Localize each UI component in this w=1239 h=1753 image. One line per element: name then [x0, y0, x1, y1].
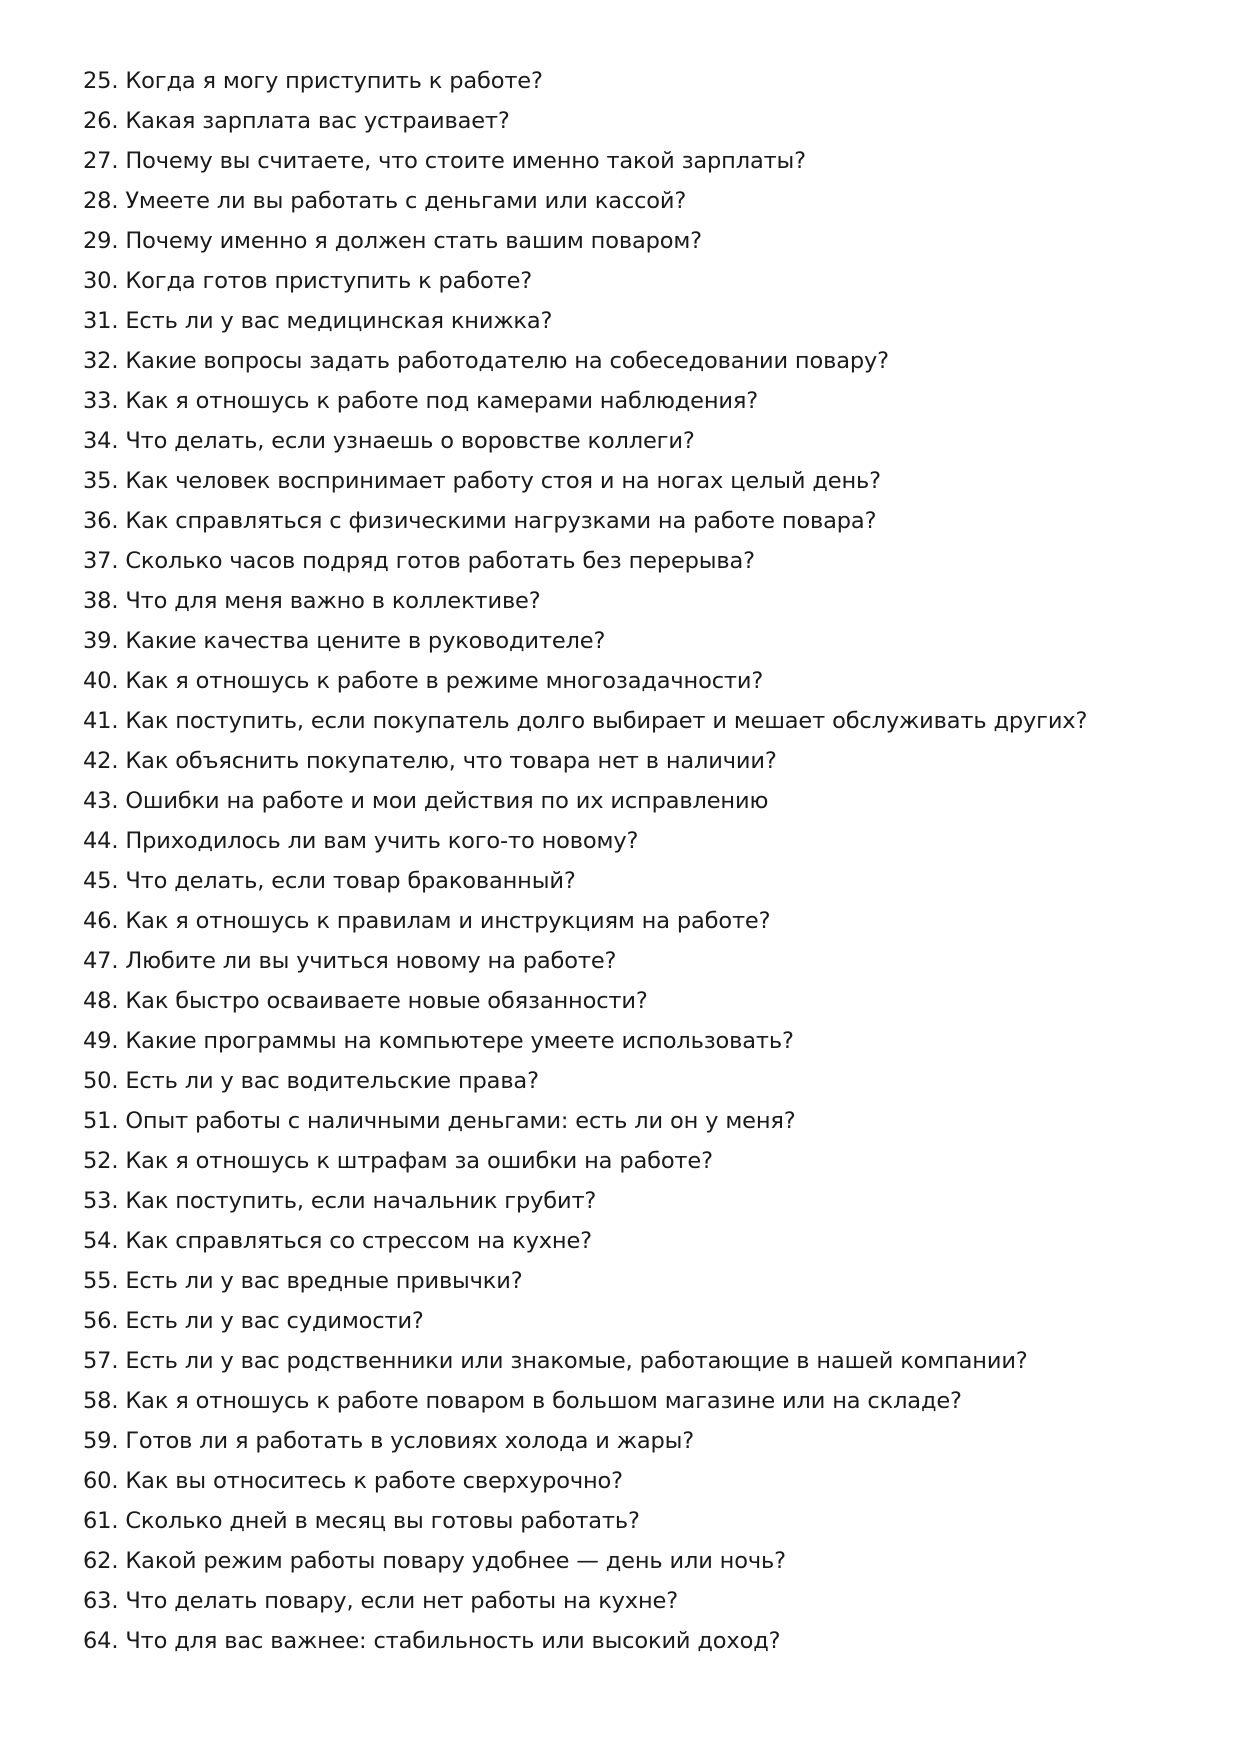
question-text: Как я отношусь к штрафам за ошибки на работе? [125, 1148, 713, 1174]
question-text: Готов ли я работать в условиях холода и жары? [125, 1428, 695, 1454]
question-text: Почему именно я должен стать вашим поваром? [125, 228, 702, 254]
list-item [83, 1341, 1203, 1381]
question-number: 43. [83, 788, 119, 814]
question-text: Какой режим работы повару удобнее — день или ночь? [125, 1548, 786, 1574]
question-number: 53. [83, 1188, 119, 1214]
list-item [83, 1461, 1203, 1501]
list-item [83, 341, 1203, 381]
list-item [83, 701, 1203, 741]
question-text: Что для меня важно в коллективе? [125, 588, 541, 614]
question-number: 47. [83, 948, 119, 974]
question-text: Как человек воспринимает работу стоя и на ногах целый день? [125, 468, 881, 494]
question-text: Какие вопросы задать работодателю на собеседовании повару? [125, 348, 889, 374]
question-number: 37. [83, 548, 119, 574]
question-text: Ошибки на работе и мои действия по их исправлению [125, 788, 769, 814]
list-item [83, 1381, 1203, 1421]
question-text: Как справляться со стрессом на кухне? [125, 1228, 592, 1254]
list-item [83, 181, 1203, 221]
list-item [83, 901, 1203, 941]
question-number: 50. [83, 1068, 119, 1094]
question-number: 34. [83, 428, 119, 454]
list-item [83, 501, 1203, 541]
question-number: 31. [83, 308, 119, 334]
question-number: 39. [83, 628, 119, 654]
question-text: Как я отношусь к правилам и инструкциям на работе? [125, 908, 771, 934]
list-item [83, 1221, 1203, 1261]
question-text: Что для вас важнее: стабильность или высокий доход? [125, 1628, 781, 1654]
list-item [83, 461, 1203, 501]
list-item [83, 141, 1203, 181]
question-text: Как быстро осваиваете новые обязанности? [125, 988, 648, 1014]
list-item [83, 941, 1203, 981]
question-number: 41. [83, 708, 119, 734]
question-text: Как я отношусь к работе поваром в большом магазине или на складе? [125, 1388, 962, 1414]
question-number: 38. [83, 588, 119, 614]
list-item [83, 821, 1203, 861]
question-text: Какие качества цените в руководителе? [125, 628, 606, 654]
list-item [83, 981, 1203, 1021]
question-text: Есть ли у вас водительские права? [125, 1068, 539, 1094]
question-text: Как поступить, если покупатель долго выбирает и мешает обслуживать других? [125, 708, 1088, 734]
question-number: 54. [83, 1228, 119, 1254]
question-number: 55. [83, 1268, 119, 1294]
question-text: Какие программы на компьютере умеете использовать? [125, 1028, 794, 1054]
question-number: 40. [83, 668, 119, 694]
question-number: 32. [83, 348, 119, 374]
question-text: Как вы относитесь к работе сверхурочно? [125, 1468, 623, 1494]
question-list [83, 61, 1203, 1661]
question-text: Какая зарплата вас устраивает? [125, 108, 510, 134]
list-item [83, 221, 1203, 261]
question-number: 35. [83, 468, 119, 494]
list-item [83, 301, 1203, 341]
list-item [83, 621, 1203, 661]
list-item [83, 581, 1203, 621]
question-number: 25. [83, 68, 119, 94]
question-number: 28. [83, 188, 119, 214]
list-item [83, 421, 1203, 461]
question-text: Как я отношусь к работе под камерами наблюдения? [125, 388, 759, 414]
question-text: Почему вы считаете, что стоите именно такой зарплаты? [125, 148, 806, 174]
question-text: Как объяснить покупателю, что товара нет в наличии? [125, 748, 777, 774]
question-text: Опыт работы с наличными деньгами: есть ли он у меня? [125, 1108, 796, 1134]
list-item [83, 1581, 1203, 1621]
question-text: Умеете ли вы работать с деньгами или кассой? [125, 188, 687, 214]
list-item [83, 1501, 1203, 1541]
question-number: 45. [83, 868, 119, 894]
question-number: 49. [83, 1028, 119, 1054]
list-item [83, 1021, 1203, 1061]
question-text: Сколько часов подряд готов работать без перерыва? [125, 548, 755, 574]
question-text: Сколько дней в месяц вы готовы работать? [125, 1508, 640, 1534]
question-number: 51. [83, 1108, 119, 1134]
question-text: Есть ли у вас вредные привычки? [125, 1268, 523, 1294]
list-item [83, 781, 1203, 821]
question-number: 64. [83, 1628, 119, 1654]
question-number: 58. [83, 1388, 119, 1414]
question-number: 26. [83, 108, 119, 134]
list-item [83, 1421, 1203, 1461]
question-text: Как поступить, если начальник грубит? [125, 1188, 597, 1214]
list-item [83, 541, 1203, 581]
list-item [83, 1301, 1203, 1341]
question-number: 44. [83, 828, 119, 854]
question-number: 29. [83, 228, 119, 254]
question-text: Есть ли у вас медицинская книжка? [125, 308, 553, 334]
question-number: 46. [83, 908, 119, 934]
question-number: 30. [83, 268, 119, 294]
question-number: 62. [83, 1548, 119, 1574]
list-item [83, 261, 1203, 301]
list-item [83, 1181, 1203, 1221]
question-number: 56. [83, 1308, 119, 1334]
list-item [83, 101, 1203, 141]
list-item [83, 1141, 1203, 1181]
question-text: Как я отношусь к работе в режиме многозадачности? [125, 668, 764, 694]
list-item [83, 661, 1203, 701]
question-text: Есть ли у вас родственники или знакомые, работающие в нашей компании? [125, 1348, 1028, 1374]
question-text: Что делать, если товар бракованный? [125, 868, 576, 894]
question-number: 59. [83, 1428, 119, 1454]
question-number: 36. [83, 508, 119, 534]
question-number: 27. [83, 148, 119, 174]
list-item [83, 1101, 1203, 1141]
question-number: 63. [83, 1588, 119, 1614]
question-text: Когда готов приступить к работе? [125, 268, 533, 294]
question-text: Что делать, если узнаешь о воровстве коллеги? [125, 428, 695, 454]
list-item [83, 381, 1203, 421]
question-number: 42. [83, 748, 119, 774]
list-item [83, 1541, 1203, 1581]
question-number: 52. [83, 1148, 119, 1174]
question-text: Когда я могу приступить к работе? [125, 68, 543, 94]
question-text: Как справляться с физическими нагрузками на работе повара? [125, 508, 877, 534]
question-number: 61. [83, 1508, 119, 1534]
list-item [83, 741, 1203, 781]
question-number: 33. [83, 388, 119, 414]
question-number: 48. [83, 988, 119, 1014]
question-text: Приходилось ли вам учить кого-то новому? [125, 828, 639, 854]
question-text: Есть ли у вас судимости? [125, 1308, 424, 1334]
list-item [83, 1621, 1203, 1661]
list-item [83, 1061, 1203, 1101]
list-item [83, 861, 1203, 901]
question-text: Любите ли вы учиться новому на работе? [125, 948, 617, 974]
list-item [83, 1261, 1203, 1301]
list-item [83, 61, 1203, 101]
question-number: 57. [83, 1348, 119, 1374]
question-text: Что делать повару, если нет работы на кухне? [125, 1588, 679, 1614]
question-number: 60. [83, 1468, 119, 1494]
